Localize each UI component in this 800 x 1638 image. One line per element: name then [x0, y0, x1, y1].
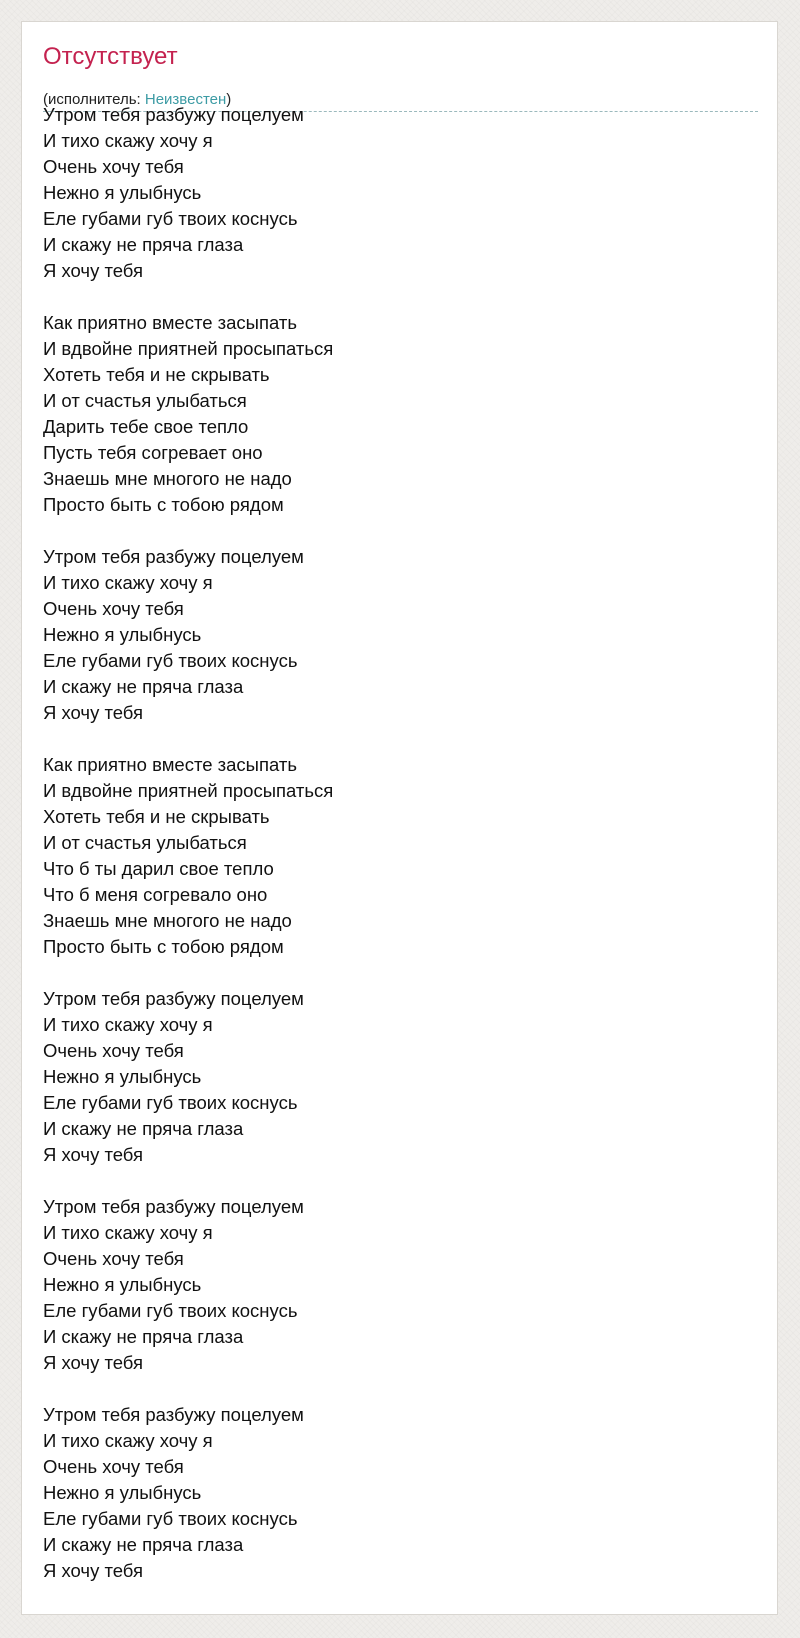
lyrics-line: Хотеть тебя и не скрывать [43, 806, 270, 827]
lyrics-stanza [43, 986, 758, 1168]
lyrics-line: Как приятно вместе засыпать [43, 754, 297, 775]
lyrics-line: Утром тебя разбужу поцелуем [43, 988, 304, 1009]
lyrics-line: Еле губами губ твоих коснусь [43, 650, 298, 671]
lyrics-line: Очень хочу тебя [43, 1248, 184, 1269]
lyrics-line: Нежно я улыбнусь [43, 624, 202, 645]
lyrics-line: И тихо скажу хочу я [43, 1430, 213, 1451]
lyrics-line: Я хочу тебя [43, 702, 144, 723]
lyrics-line: Знаешь мне многого не надо [43, 910, 292, 931]
lyrics-line: Утром тебя разбужу поцелуем [43, 104, 304, 125]
lyrics-line: Я хочу тебя [43, 1352, 144, 1373]
lyrics-stanza [43, 544, 758, 726]
lyrics-line: Как приятно вместе засыпать [43, 312, 297, 333]
lyrics-line: Нежно я улыбнусь [43, 1482, 202, 1503]
lyrics-line: И вдвойне приятней просыпаться [43, 780, 334, 801]
lyrics-line: И вдвойне приятней просыпаться [43, 338, 334, 359]
lyrics-line: Утром тебя разбужу поцелуем [43, 1404, 304, 1425]
lyrics-line: И тихо скажу хочу я [43, 1014, 213, 1035]
lyrics-line: И скажу не пряча глаза [43, 1326, 244, 1347]
lyrics-line: Пусть тебя согревает оно [43, 442, 263, 463]
lyrics-stanza [43, 1402, 758, 1584]
lyrics-stanza [43, 310, 758, 518]
lyrics-line: Просто быть с тобою рядом [43, 494, 284, 515]
lyrics-line: Еле губами губ твоих коснусь [43, 208, 298, 229]
lyrics-line: И тихо скажу хочу я [43, 1222, 213, 1243]
lyrics-line: Что б меня согревало оно [43, 884, 268, 905]
lyrics-line: Очень хочу тебя [43, 598, 184, 619]
lyrics-line: Что б ты дарил свое тепло [43, 858, 274, 879]
lyrics-line: Еле губами губ твоих коснусь [43, 1300, 298, 1321]
lyrics-line: Еле губами губ твоих коснусь [43, 1092, 298, 1113]
artist-prefix: (исполнитель: [43, 91, 145, 108]
lyrics-page [21, 21, 778, 1615]
artist-suffix: ) [226, 91, 232, 108]
lyrics-line: И скажу не пряча глаза [43, 1118, 244, 1139]
lyrics-line: Очень хочу тебя [43, 1456, 184, 1477]
lyrics-stanza [43, 102, 758, 284]
lyrics-stanza [43, 1194, 758, 1376]
lyrics-line: И тихо скажу хочу я [43, 130, 213, 151]
lyrics-line: И от счастья улыбаться [43, 832, 247, 853]
lyrics-text [43, 102, 758, 1610]
lyrics-line: Я хочу тебя [43, 260, 144, 281]
lyrics-line: Дарить тебе свое тепло [43, 416, 249, 437]
lyrics-line: Очень хочу тебя [43, 156, 184, 177]
lyrics-line: И от счастья улыбаться [43, 390, 247, 411]
lyrics-line: Утром тебя разбужу поцелуем [43, 546, 304, 567]
lyrics-line: И скажу не пряча глаза [43, 1534, 244, 1555]
lyrics-line: Я хочу тебя [43, 1144, 144, 1165]
lyrics-line: Нежно я улыбнусь [43, 1274, 202, 1295]
lyrics-line: Знаешь мне многого не надо [43, 468, 292, 489]
lyrics-line: И тихо скажу хочу я [43, 572, 213, 593]
lyrics-line: И скажу не пряча глаза [43, 676, 244, 697]
lyrics-line: Еле губами губ твоих коснусь [43, 1508, 298, 1529]
song-title: Отсутствует [43, 43, 178, 70]
artist-link[interactable]: Неизвестен [144, 91, 227, 108]
lyrics-line: Я хочу тебя [43, 1560, 144, 1581]
lyrics-line: Очень хочу тебя [43, 1040, 184, 1061]
lyrics-stanza [43, 752, 758, 960]
lyrics-line: Хотеть тебя и не скрывать [43, 364, 270, 385]
lyrics-line: Нежно я улыбнусь [43, 1066, 202, 1087]
lyrics-line: Просто быть с тобою рядом [43, 936, 284, 957]
lyrics-line: И скажу не пряча глаза [43, 234, 244, 255]
lyrics-line: Утром тебя разбужу поцелуем [43, 1196, 304, 1217]
lyrics-line: Нежно я улыбнусь [43, 182, 202, 203]
